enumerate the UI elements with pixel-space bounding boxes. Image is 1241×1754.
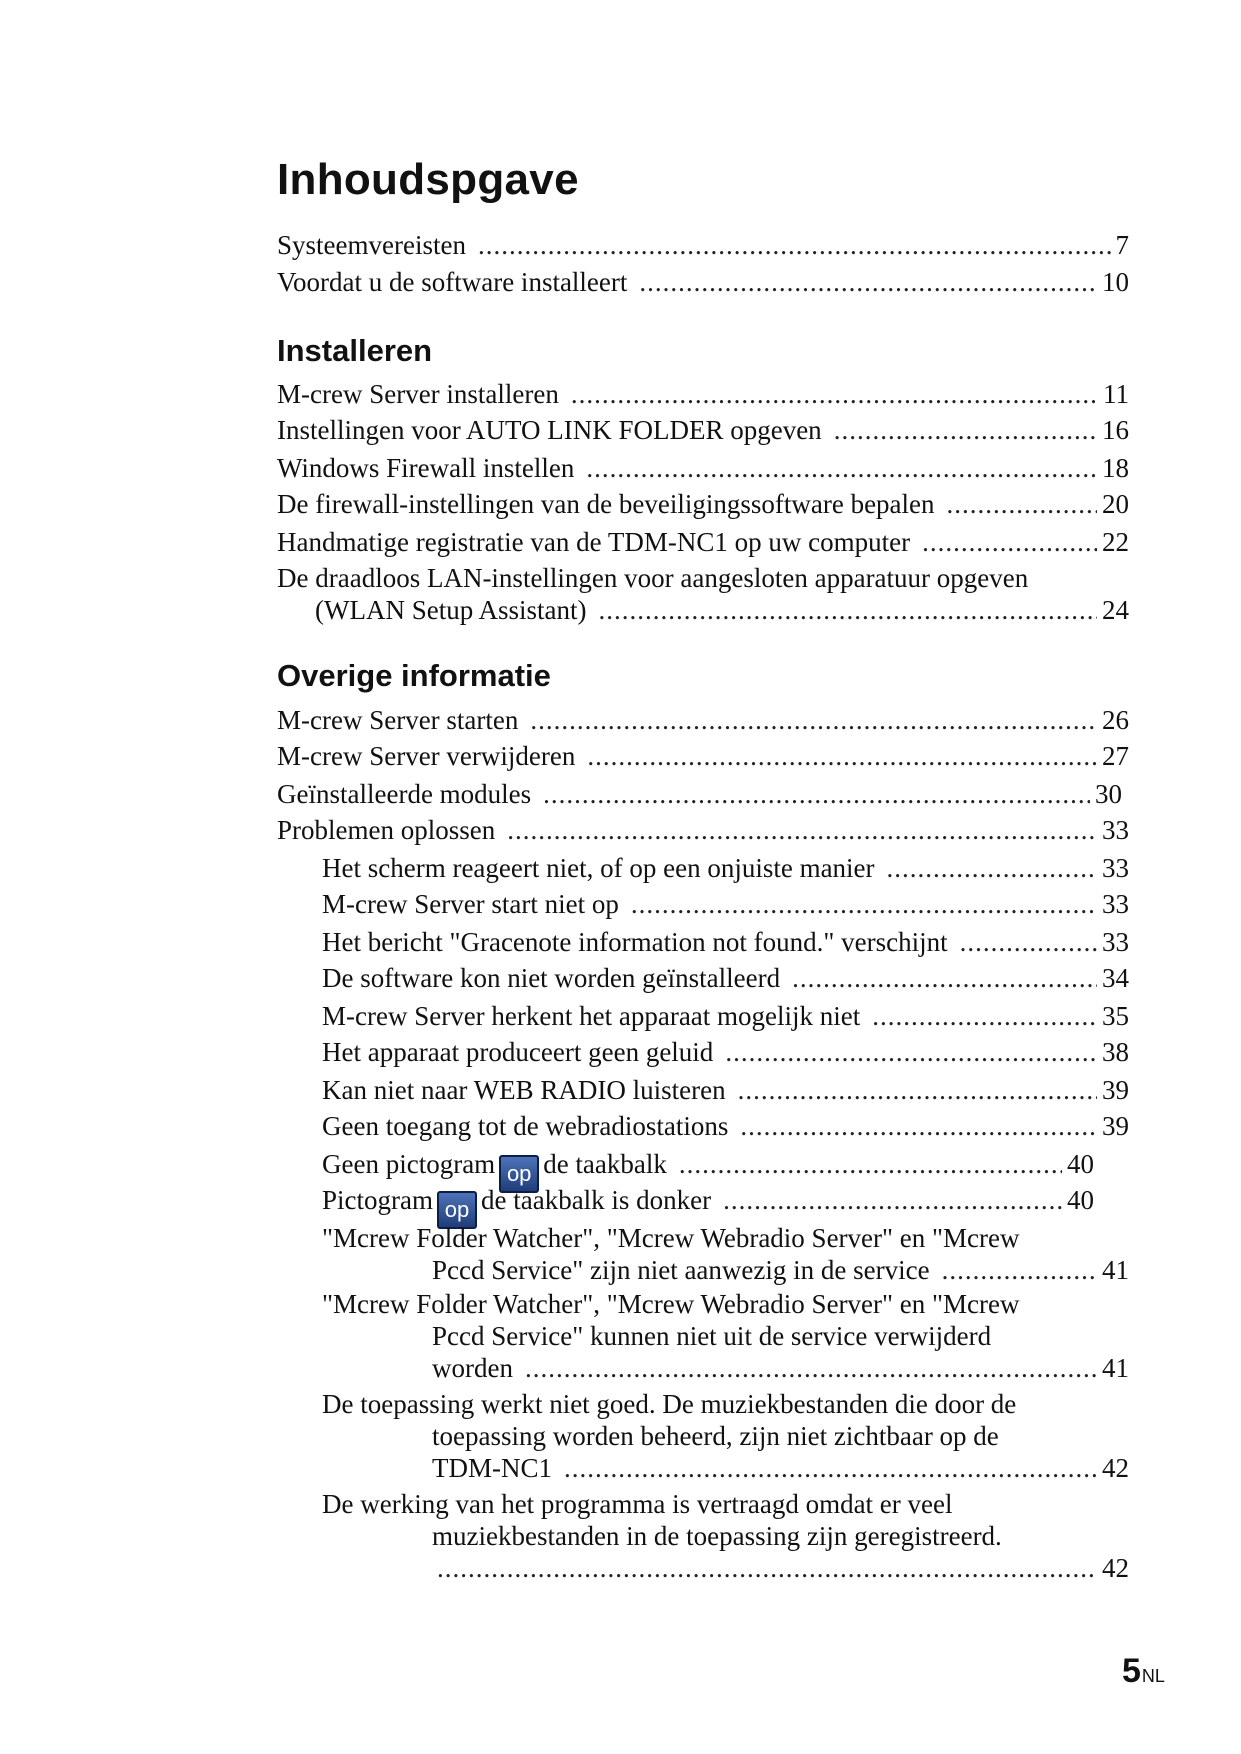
dot-leader — [738, 1074, 1097, 1106]
page-number — [1122, 1652, 1165, 1691]
entry-page: 22 — [1102, 527, 1129, 557]
dot-leader — [922, 526, 1097, 558]
page-number-value: 5 — [1122, 1652, 1141, 1690]
entry-text: Geïnstalleerde modules — [277, 779, 532, 809]
entry-text: Geen toegang tot de webradiostations — [322, 1111, 729, 1141]
toc-subentry[interactable] — [322, 1000, 1129, 1032]
dot-leader — [792, 962, 1097, 994]
entry-page: 35 — [1102, 1001, 1129, 1031]
entry-text: Instellingen voor AUTO LINK FOLDER opgeven — [277, 415, 822, 445]
toc-subentry-multiline[interactable] — [322, 1488, 1129, 1584]
dot-leader — [834, 414, 1097, 446]
entry-text-line1: De draadloos LAN-instellingen voor aangesloten apparatuur opgeven — [277, 563, 1029, 593]
dot-leader — [507, 814, 1097, 846]
entry-text: Windows Firewall instellen — [277, 453, 575, 483]
language-code: NL — [1141, 1666, 1165, 1686]
entry-text: M-crew Server installeren — [277, 379, 559, 409]
entry-text: Problemen oplossen — [277, 815, 496, 845]
entry-text-before: Pictogram — [322, 1185, 433, 1215]
entry-text-before: Geen pictogram — [322, 1149, 496, 1179]
entry-page: 27 — [1102, 741, 1129, 771]
dot-leader — [571, 378, 1098, 410]
entry-page: 39 — [1102, 1075, 1129, 1105]
toc-subentry-multiline[interactable] — [322, 1288, 1129, 1384]
entry-page: 20 — [1102, 489, 1129, 519]
toc-subentry[interactable] — [322, 926, 1129, 958]
entry-text: Systeemvereisten — [277, 230, 466, 260]
entry-page: 39 — [1102, 1111, 1129, 1141]
entry-page: 41 — [1102, 1353, 1129, 1383]
entry-text: M-crew Server herkent het apparaat mogelijk niet — [322, 1001, 861, 1031]
toc-entry-voordat[interactable] — [277, 266, 1129, 298]
entry-text-line2: muziekbestanden in de toepassing zijn geregistreerd. — [432, 1521, 1002, 1551]
dot-leader — [530, 704, 1097, 736]
dot-leader — [586, 452, 1097, 484]
dot-leader — [723, 1184, 1062, 1216]
icon-label: op — [506, 1161, 532, 1186]
entry-page: 11 — [1103, 379, 1129, 409]
dot-leader — [631, 888, 1097, 920]
dot-leader — [598, 594, 1097, 626]
toc-entry-wlan[interactable] — [277, 562, 1129, 626]
entry-text: Het apparaat produceert geen geluid — [322, 1037, 714, 1067]
toc-entry[interactable] — [277, 526, 1129, 558]
dot-leader — [887, 852, 1097, 884]
toc-entry[interactable] — [277, 740, 1129, 772]
entry-text: M-crew Server verwijderen — [277, 741, 576, 771]
entry-text-line1: "Mcrew Folder Watcher", "Mcrew Webradio Server" en "Mcrew — [322, 1223, 1020, 1253]
dot-leader — [960, 926, 1097, 958]
entry-page: 16 — [1102, 415, 1129, 445]
toc-subentry[interactable] — [322, 888, 1129, 920]
dot-leader — [740, 1110, 1097, 1142]
entry-page: 18 — [1102, 453, 1129, 483]
section-title-installeren: Installeren — [277, 333, 433, 368]
dot-leader — [564, 1452, 1097, 1484]
toc-entry-systeemvereisten[interactable] — [277, 229, 1129, 261]
dot-leader — [543, 778, 1090, 810]
entry-page: 30 — [1095, 779, 1122, 809]
dot-leader — [947, 488, 1097, 520]
entry-text: Kan niet naar WEB RADIO luisteren — [322, 1075, 726, 1105]
entry-page: 38 — [1102, 1037, 1129, 1067]
toc-subentry-multiline[interactable] — [322, 1222, 1129, 1286]
toc-subentry[interactable] — [322, 962, 1129, 994]
toc-entry[interactable] — [277, 778, 1122, 810]
toc-entry[interactable] — [277, 452, 1129, 484]
toc-subentry[interactable] — [322, 1036, 1129, 1068]
entry-text-after: de taakbalk — [543, 1149, 667, 1179]
dot-leader — [872, 1000, 1097, 1032]
entry-text-line2: Pccd Service" zijn niet aanwezig in de service — [432, 1255, 930, 1285]
entry-page: 41 — [1102, 1255, 1129, 1285]
toc-subentry-icon[interactable] — [322, 1184, 1094, 1222]
entry-page: 33 — [1102, 815, 1129, 845]
toc-subentry[interactable] — [322, 1074, 1129, 1106]
toc-entry[interactable] — [277, 814, 1129, 846]
entry-text-line2: (WLAN Setup Assistant) — [315, 595, 587, 625]
entry-text: Handmatige registratie van de TDM-NC1 op uw computer — [277, 527, 911, 557]
entry-page: 42 — [1102, 1553, 1129, 1583]
dot-leader — [525, 1352, 1097, 1384]
entry-page: 10 — [1102, 267, 1129, 297]
dot-leader — [437, 1552, 1097, 1584]
entry-page: 40 — [1067, 1149, 1094, 1179]
page-title: Inhoudspgave — [277, 155, 579, 204]
dot-leader — [679, 1148, 1062, 1180]
section-title-overige: Overige informatie — [277, 658, 551, 693]
toc-entry[interactable] — [277, 414, 1129, 446]
toc-subentry[interactable] — [322, 852, 1129, 884]
entry-page: 26 — [1102, 705, 1129, 735]
entry-page: 33 — [1102, 927, 1129, 957]
entry-text-line2: Pccd Service" kunnen niet uit de service verwijderd — [432, 1321, 992, 1351]
dot-leader — [942, 1254, 1097, 1286]
entry-page: 34 — [1102, 963, 1129, 993]
entry-text-line1: De toepassing werkt niet goed. De muziekbestanden die door de — [322, 1389, 1017, 1419]
dot-leader — [478, 229, 1111, 261]
entry-text: M-crew Server starten — [277, 705, 519, 735]
toc-entry[interactable] — [277, 704, 1129, 736]
toc-subentry-icon[interactable] — [322, 1148, 1094, 1186]
entry-text-after: de taakbalk is donker — [480, 1185, 712, 1215]
entry-text-line1: De werking van het programma is vertraagd omdat er veel — [322, 1489, 953, 1519]
entry-page: 40 — [1067, 1185, 1094, 1215]
dot-leader — [587, 740, 1097, 772]
dot-leader — [725, 1036, 1097, 1068]
entry-text: Voordat u de software installeert — [277, 267, 628, 297]
entry-page: 33 — [1102, 853, 1129, 883]
icon-label: op — [444, 1197, 470, 1222]
entry-page: 24 — [1102, 595, 1129, 625]
entry-page: 33 — [1102, 889, 1129, 919]
entry-text-line1: "Mcrew Folder Watcher", "Mcrew Webradio Server" en "Mcrew — [322, 1289, 1020, 1319]
toc-entry[interactable] — [277, 378, 1129, 410]
entry-page: 7 — [1115, 230, 1129, 260]
toc-entry[interactable] — [277, 488, 1129, 520]
entry-text-line2: toepassing worden beheerd, zijn niet zichtbaar op de — [432, 1421, 999, 1451]
entry-text: De firewall-instellingen van de beveiligingssoftware bepalen — [277, 489, 935, 519]
dot-leader — [639, 266, 1097, 298]
entry-page: 42 — [1102, 1453, 1129, 1483]
entry-text: M-crew Server start niet op — [322, 889, 619, 919]
entry-text-line3: worden — [432, 1353, 513, 1383]
entry-text: De software kon niet worden geïnstalleerd — [322, 963, 781, 993]
entry-text: Het bericht "Gracenote information not found." verschijnt — [322, 927, 948, 957]
entry-text-line3: TDM-NC1 — [432, 1453, 552, 1483]
entry-text: Het scherm reageert niet, of op een onjuiste manier — [322, 853, 875, 883]
toc-subentry-multiline[interactable] — [322, 1388, 1129, 1484]
toc-subentry[interactable] — [322, 1110, 1129, 1142]
